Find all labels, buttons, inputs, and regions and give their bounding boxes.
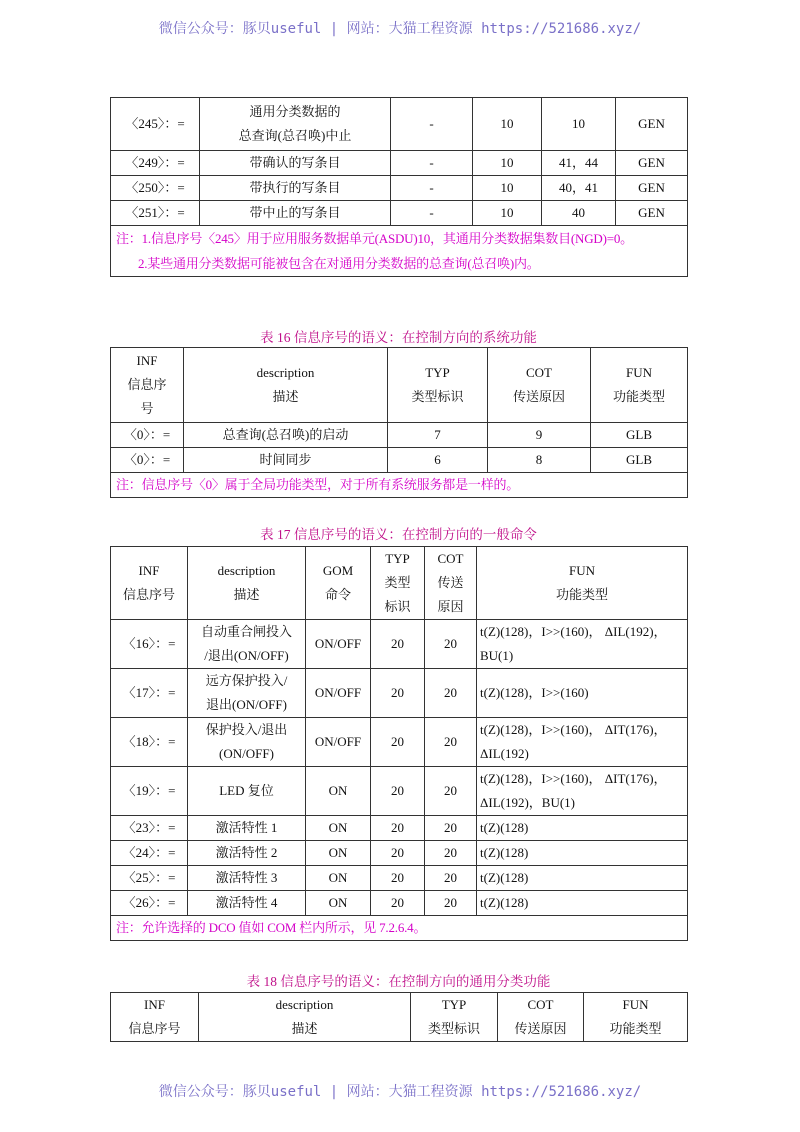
- header-cell: 类型标识: [411, 389, 464, 404]
- cot-cell: 20: [444, 783, 457, 798]
- inf-cell: 〈19〉：=: [122, 783, 176, 798]
- header-cell: 传送原因: [512, 389, 565, 404]
- header-cell: 信息序号: [128, 1021, 181, 1036]
- table-row: [111, 767, 688, 816]
- typ-cell: 20: [391, 895, 404, 910]
- cot-cell: 40，41: [558, 180, 598, 195]
- fun-cell: t(Z)(128): [480, 845, 529, 860]
- inf-cell: 〈250〉：=: [125, 180, 185, 195]
- cot-cell: 8: [535, 452, 543, 467]
- gom-cell: ON: [328, 783, 348, 798]
- table-row: [111, 841, 688, 866]
- typ-cell: 10: [500, 116, 514, 131]
- header-cell: 传送: [437, 575, 464, 590]
- note-text: 注：允许选择的 DCO 值如 COM 栏内所示，见 7.2.6.4。: [116, 920, 427, 935]
- header-cell: TYP: [385, 551, 410, 566]
- table-row: [111, 866, 688, 891]
- table-row: [111, 423, 688, 448]
- header-cell: COT: [527, 997, 554, 1012]
- inf-cell: 〈251〉：=: [125, 205, 185, 220]
- inf-cell: 〈249〉：=: [125, 155, 185, 170]
- header-cell: 描述: [272, 389, 299, 404]
- gom-cell: ON: [328, 870, 348, 885]
- cot-cell: 20: [444, 685, 457, 700]
- typ-cell: 20: [391, 734, 404, 749]
- header-cell: GOM: [322, 563, 354, 578]
- gom-cell: ON/OFF: [314, 636, 362, 651]
- description-cell: 激活特性 3: [215, 870, 278, 885]
- typ-cell: 6: [434, 452, 441, 467]
- header-cell: INF: [138, 563, 160, 578]
- table-18-caption: 表 18 信息序号的语义：在控制方向的通用分类功能: [246, 974, 551, 989]
- header-cell: 信息序: [127, 377, 167, 392]
- description-cell: 激活特性 2: [215, 845, 278, 860]
- fun-cell: t(Z)(128)，I>>(160): [480, 685, 589, 700]
- document-body: [110, 97, 687, 1042]
- table-row: [111, 98, 688, 151]
- gom-cell: ON/OFF: [314, 685, 362, 700]
- header-cell: description: [256, 365, 315, 380]
- footer-watermark: 微信公众号：豚贝useful | 网站：大猫工程资源 https://521686.xyz/: [158, 1084, 642, 1100]
- header-cell: 命令: [324, 587, 351, 602]
- table-row: [111, 718, 688, 767]
- table-18: [110, 992, 688, 1042]
- note-row: [111, 226, 688, 277]
- header-cell: FUN: [622, 997, 649, 1012]
- header-cell: 描述: [291, 1021, 318, 1036]
- inf-cell: 〈24〉：=: [122, 845, 176, 860]
- fun-cell: BU(1): [480, 648, 514, 663]
- inf-cell: 〈0〉：=: [123, 452, 171, 467]
- typ-cell: 20: [391, 783, 404, 798]
- fun-cell: GLB: [626, 427, 652, 442]
- description-cell: 带执行的写条目: [249, 180, 341, 195]
- description-cell: 时间同步: [259, 452, 312, 467]
- typ-cell: 10: [500, 155, 514, 170]
- table-row: [111, 448, 688, 473]
- header-cell: 功能类型: [609, 1021, 662, 1036]
- cot-cell: 20: [444, 636, 457, 651]
- description-cell: 带确认的写条目: [249, 155, 341, 170]
- typ-cell: 10: [500, 205, 514, 220]
- header-cell: 号: [140, 401, 154, 416]
- header-row: [111, 547, 688, 620]
- table-row: [111, 151, 688, 176]
- gom-cell: ON: [328, 820, 348, 835]
- typ-cell: 20: [391, 870, 404, 885]
- gom-cell: ON: [328, 895, 348, 910]
- cot-cell: 9: [535, 427, 543, 442]
- description-cell: (ON/OFF): [219, 746, 274, 761]
- header-cell: 信息序号: [122, 587, 175, 602]
- fun-cell: t(Z)(128)，I>>(160)， ΔIT(176)，: [480, 722, 667, 737]
- description-cell: 激活特性 1: [215, 820, 278, 835]
- gom-cell: ON: [328, 845, 348, 860]
- table-row: [111, 201, 688, 226]
- gom-cell: ON/OFF: [314, 734, 362, 749]
- header-cell: 标识: [384, 599, 411, 614]
- note-row: [111, 916, 688, 941]
- description-cell: 退出(ON/OFF): [206, 697, 287, 712]
- header-row: [111, 993, 688, 1042]
- cell: -: [429, 180, 434, 195]
- fun-cell: t(Z)(128): [480, 870, 529, 885]
- cell: -: [429, 155, 434, 170]
- cot-cell: 20: [444, 845, 457, 860]
- fun-cell: GLB: [626, 452, 652, 467]
- fun-cell: t(Z)(128)，I>>(160)， ΔIT(176)，: [480, 771, 667, 786]
- typ-cell: 10: [500, 180, 514, 195]
- inf-cell: 〈0〉：=: [123, 427, 171, 442]
- header-cell: TYP: [425, 365, 450, 380]
- header-cell: INF: [136, 353, 158, 368]
- fun-cell: GEN: [638, 180, 665, 195]
- fun-cell: t(Z)(128)，I>>(160)， ΔIL(192)，: [480, 624, 667, 639]
- table-16-caption: 表 16 信息序号的语义：在控制方向的系统功能: [260, 330, 537, 345]
- inf-cell: 〈16〉：=: [122, 636, 176, 651]
- typ-cell: 20: [391, 820, 404, 835]
- cot-cell: 20: [444, 734, 457, 749]
- header-cell: 传送原因: [514, 1021, 567, 1036]
- cot-cell: 20: [444, 820, 457, 835]
- fun-cell: GEN: [638, 155, 665, 170]
- description-cell: 总查询(总召唤)的启动: [222, 427, 349, 442]
- inf-cell: 〈26〉：=: [122, 895, 176, 910]
- header-watermark: 微信公众号：豚贝useful | 网站：大猫工程资源 https://521686.xyz/: [158, 21, 642, 37]
- cell: -: [429, 205, 434, 220]
- header-cell: COT: [437, 551, 464, 566]
- table-16: [110, 347, 688, 498]
- cot-cell: 10: [572, 116, 585, 131]
- description-cell: 通用分类数据的: [249, 104, 341, 119]
- header-cell: TYP: [441, 997, 467, 1012]
- header-cell: 类型标识: [427, 1021, 480, 1036]
- header-cell: 功能类型: [612, 389, 665, 404]
- header-cell: description: [275, 997, 334, 1012]
- description-cell: 自动重合闸投入: [200, 624, 292, 639]
- table-row: [111, 620, 688, 669]
- note-text: 2.某些通用分类数据可能被包含在对通用分类数据的总查询(总召唤)内。: [138, 256, 540, 271]
- table-17-caption: 表 17 信息序号的语义：在控制方向的一般命令: [260, 527, 537, 542]
- typ-cell: 20: [391, 685, 404, 700]
- fun-cell: t(Z)(128): [480, 820, 529, 835]
- inf-cell: 〈18〉：=: [122, 734, 176, 749]
- cot-cell: 40: [572, 205, 585, 220]
- cot-cell: 20: [444, 895, 457, 910]
- inf-cell: 〈23〉：=: [122, 820, 176, 835]
- typ-cell: 20: [391, 845, 404, 860]
- description-cell: /退出(ON/OFF): [204, 648, 289, 663]
- fun-cell: t(Z)(128): [480, 895, 529, 910]
- note-text: 注：1.信息序号〈245〉用于应用服务数据单元(ASDU)10，其通用分类数据集数目(NGD)=0。: [116, 231, 633, 246]
- header-cell: FUN: [568, 563, 595, 578]
- header-cell: INF: [144, 997, 165, 1012]
- description-cell: 保护投入/退出: [205, 722, 288, 737]
- fun-cell: GEN: [638, 205, 665, 220]
- table-row: [111, 891, 688, 916]
- header-cell: 功能类型: [555, 587, 608, 602]
- fun-cell: GEN: [638, 116, 665, 131]
- fun-cell: ΔIL(192): [480, 746, 529, 761]
- table-row: [111, 816, 688, 841]
- table-15-continued: [110, 97, 688, 277]
- table-17: [110, 546, 688, 941]
- description-cell: LED 复位: [219, 783, 274, 798]
- header-cell: 原因: [437, 599, 464, 614]
- cot-cell: 41，44: [558, 155, 598, 170]
- header-cell: description: [217, 563, 276, 578]
- typ-cell: 7: [434, 427, 441, 442]
- header-cell: COT: [526, 365, 552, 380]
- header-cell: FUN: [625, 365, 652, 380]
- table-row: [111, 669, 688, 718]
- description-cell: 带中止的写条目: [249, 205, 341, 220]
- fun-cell: ΔIL(192)，BU(1): [480, 795, 576, 810]
- typ-cell: 20: [391, 636, 404, 651]
- note-row: [111, 473, 688, 498]
- table-row: [111, 176, 688, 201]
- header-cell: 类型: [384, 575, 411, 590]
- inf-cell: 〈25〉：=: [122, 870, 176, 885]
- inf-cell: 〈245〉：=: [125, 116, 185, 131]
- description-cell: 远方保护投入/: [205, 673, 288, 688]
- cell: -: [429, 116, 434, 131]
- cot-cell: 20: [444, 870, 457, 885]
- description-cell: 总查询(总召唤)中止: [238, 128, 352, 143]
- description-cell: 激活特性 4: [215, 895, 278, 910]
- note-text: 注：信息序号〈0〉属于全局功能类型，对于所有系统服务都是一样的。: [116, 477, 520, 492]
- inf-cell: 〈17〉：=: [122, 685, 176, 700]
- header-cell: 描述: [233, 587, 260, 602]
- header-row: [111, 348, 688, 423]
